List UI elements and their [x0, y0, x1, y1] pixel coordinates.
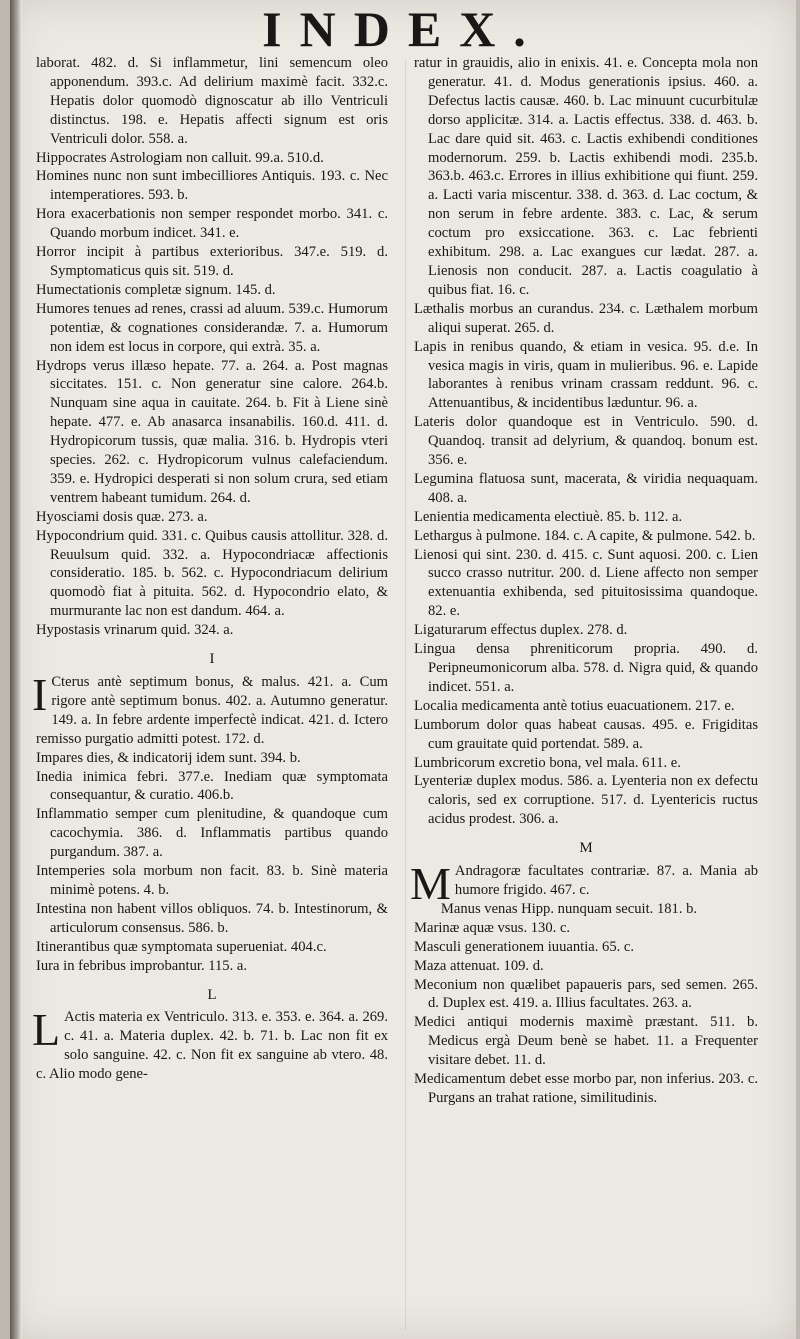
index-entry: Lethargus à pulmone. 184. c. A capite, & pulmone. 542. b. [414, 527, 756, 544]
section-letter-m: M [579, 840, 593, 857]
index-entry [32, 669, 388, 749]
index-entry: Itinerantibus quæ symptomata superueniat. 404.c. [36, 938, 327, 955]
index-entry: Hippocrates Astrologiam non calluit. 99.a. 510.d. [36, 149, 324, 166]
section-letter-l: L [207, 986, 217, 1003]
right-column [410, 54, 758, 1108]
index-entry: Inflammatio semper cum plenitudine, & quandoque cum cacochymia. 386. d. Inflammatis partibus quando purgandum. 387. a. [36, 806, 388, 861]
index-entry: Masculi generationem iuuantia. 65. c. [414, 938, 635, 955]
index-entry: Lateris dolor quandoque est in Ventriculo. 590. d. Quandoq. transit ad delyrium, & quandoq. bonum est. 356. e. [414, 414, 758, 469]
section-letter-i: I [209, 651, 215, 668]
entry-text: Cterus antè septimum bonus, & malus. 421. a. Cum rigore antè septimum bonus. 402. a. Autumno generatur. 149. a. In febre ardente imperfectè indicat. 421. d. Ictero remisso purgatio admitti potest. 172. d. [36, 674, 388, 747]
index-entry: Humores tenues ad renes, crassi ad aluum. 539.c. Humorum potentiæ, & cognationes considerandæ. 7. a. Humorum non idem est locus in corpore, qui extrà. 35. a. [36, 300, 388, 355]
index-entry: Maza attenuat. 109. d. [414, 957, 544, 974]
index-entry: Ligaturarum effectus duplex. 278. d. [414, 622, 628, 639]
entry-text: Andragoræ facultates contrariæ. 87. a. Mania ab humore frigido. 467. c. [454, 863, 758, 898]
h-entries [36, 54, 388, 640]
entry-text: Actis materia ex Ventriculo. 313. e. 353. e. 364. a. 269. c. 41. a. Materia duplex. 42. b. 71. b. Lac non fit ex solo sanguine. 42. c. Non fit ex sanguine ab vtero. 48. c. Alio modo gene- [36, 1009, 388, 1083]
index-entry: Lenientia medicamenta electiuè. 85. b. 112. a. [414, 508, 683, 525]
index-entry: ratur in grauidis, alio in enixis. 41. e. Concepta mola non generatur. 41. d. Modus generationis ipsius. 460. a. Defectus lactis causæ. 460. b. Lac minuunt cucurbitulæ dorso applicitæ. 314. a. Lactis effectus. 338. d. 463. b. Lac dare quid sit. 463. c. Lactis exhibendi conditiones modernorum. 259. b. Lactis exhibendi modi. 235.b. 363.b. 463.c. Errores in illius exhibitione qui fiunt. 259. a. Lacti varia miscentur. 338. d. 363. d. Lac coctum, & non serum in febre ardente. 383. c. Lac, & serum coctum pro exsiccatione. 363. c. Lac febrienti exhibitum. 298. a. Lac exangues cur lædat. 287. a. Lienosis non conducit. 287. a. Lactis coagulatio à quibus fiat. 16. c. [414, 55, 758, 298]
index-entry: Localia medicamenta antè totius euacuationem. 217. e. [414, 697, 735, 714]
left-column [32, 54, 388, 1084]
book-page [10, 0, 796, 1339]
index-entry [32, 1004, 388, 1084]
index-entry: Humectationis completæ signum. 145. d. [36, 281, 276, 298]
index-entry: Manus venas Hipp. nunquam secuit. 181. b. [440, 900, 698, 917]
index-entry: Horror incipit à partibus exterioribus. 347.e. 519. d. Symptomaticus quis sit. 519. d. [36, 244, 388, 279]
index-entry: Lapis in renibus quando, & etiam in vesica. 95. d.e. In vesica magis in viris, quam in mulieribus. 96. e. Lapide laborantes à renibus vrinam crassam reddunt. 96. c. Attenuantibus, & incidentibus læduntur. 96. a. [414, 338, 758, 412]
index-entry: Læthalis morbus an curandus. 234. c. Læthalem morbum aliqui superat. 265. d. [414, 300, 758, 336]
index-entry: Meconium non quælibet papaueris pars, sed semen. 265. d. Duplex est. 419. a. Illius facultates. 263. a. [414, 976, 758, 1012]
index-entry: Iura in febribus improbantur. 115. a. [36, 957, 248, 974]
column-divider [405, 60, 406, 1330]
dropcap-i: I [32, 669, 48, 720]
index-entry: Homines nunc non sunt imbecilliores Antiquis. 193. c. Nec intemperatiores. 593. b. [36, 168, 388, 204]
index-entry: Hyosciami dosis quæ. 273. a. [36, 508, 208, 525]
index-entry: Hora exacerbationis non semper respondet morbo. 341. c. Quando morbum indicet. 341. e. [36, 206, 388, 242]
index-entry: Lumborum dolor quas habeat causas. 495. e. Frigiditas cum grauitate quid portendat. 589. a. [414, 716, 758, 752]
index-entry: Hypocondrium quid. 331. c. Quibus causis attollitur. 328. d. Reuulsum quid. 332. a. Hypocondriacæ affectionis consideratio. 185. b. 562. c. Hypocondriacum delirium quomodò fiat à pituita. 562. d. Hypocondrio elato, & murmurante lac non est dandum. 464. a. [36, 527, 388, 620]
index-entry: Medici antiqui modernis maximè præstant. 511. b. Medicus ergà Deum benè se habet. 11. a Frequenter visitare debet. 11. d. [414, 1014, 758, 1069]
index-entry: Medicamentum debet esse morbo par, non inferius. 203. c. Purgans an trahat ratione, similitudinis. [414, 1071, 758, 1106]
index-entry: Intestina non habent villos obliquos. 74. b. Intestinorum, & articulorum consensus. 586. b. [36, 900, 388, 936]
index-entry: Inedia inimica febri. 377.e. Inediam quæ symptomata consequantur, & curatio. 406.b. [36, 768, 388, 804]
l-entries [414, 54, 758, 829]
page-title: INDEX. [262, 1, 544, 57]
index-entry: Impares dies, & indicatorij idem sunt. 394. b. [36, 749, 301, 766]
index-entry: Hypostasis vrinarum quid. 324. a. [36, 622, 234, 639]
index-entry: Hydrops verus illæso hepate. 77. a. 264. a. Post magnas siccitates. 151. c. Non generatur sine calore. 264.b. Nunquam sine aqua in cauitate. 264. b. Fit à Liene sinè hepate. 477. e. Ab anasarca insanabilis. 160.d. 411. d. Hydropicorum tussis, quæ malia. 316. b. Hydropis vteri species. 262. c. Hydropicorum vulnus calefaciendum. 359. e. Hydropici desperati si non solum crura, sed etiam ventrem habeant tumidum. 264. d. [36, 357, 388, 506]
index-entry: laborat. 482. d. Si inflammetur, lini semencum oleo apponendum. 393.c. Ad delirium maximè facit. 332.c. Hepatis dolor quomodò dignoscatur ab illo Ventriculi distinctus. 198. e. Hepatis affecti signum est oris Ventriculi dolor. 558. a. [36, 55, 388, 147]
page-spine-shadow [10, 0, 22, 1339]
index-entry: Intemperies sola morbum non facit. 83. b. Sinè materia minimè potens. 4. b. [36, 863, 388, 898]
index-entry: Legumina flatuosa sunt, macerata, & viridia nequaquam. 408. a. [414, 470, 758, 506]
index-entry: Lyenteriæ duplex modus. 586. a. Lyenteria non ex defectu caloris, sed ex corruptione. 517. d. Lyentericis ructus acidus prodest. 306. a. [414, 773, 758, 828]
dropcap-l: L [32, 1004, 61, 1056]
dropcap-m: M [410, 858, 451, 910]
index-entry: Lumbricorum excretio bona, vel mala. 611. e. [414, 754, 681, 771]
index-entry: Lienosi qui sint. 230. d. 415. c. Sunt aquosi. 200. c. Lien succo crasso nutritur. 200. d. Liene affecto non semper extenuantia exhibenda, sed pituitosissima quandoque. 82. e. [414, 546, 758, 620]
m-entries [414, 900, 758, 1108]
index-entry: Lingua densa phreniticorum propria. 490. d. Peripneumonicorum alba. 578. d. Nigra quid, & quando indicet. 551. a. [414, 641, 758, 695]
i-entries [36, 749, 388, 976]
index-entry: Marinæ aquæ vsus. 130. c. [414, 919, 571, 936]
